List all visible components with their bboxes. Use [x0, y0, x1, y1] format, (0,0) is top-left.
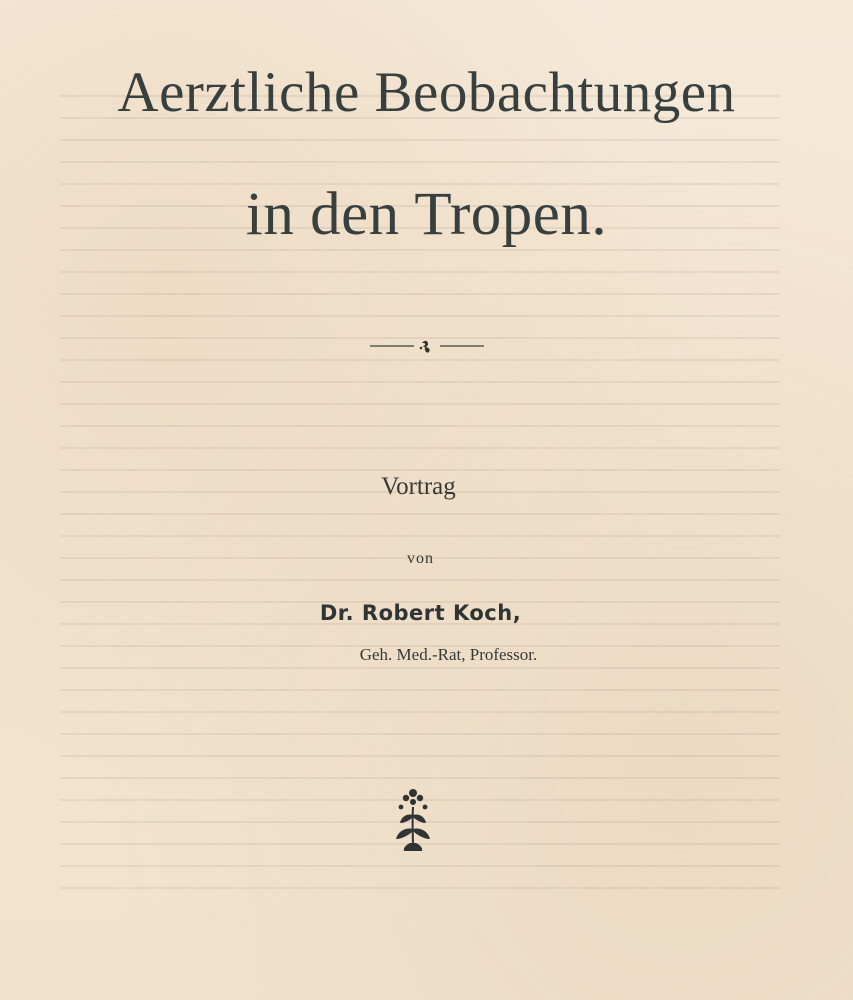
author-name: Dr. Robert Koch, — [319, 601, 522, 625]
flower-icon — [388, 785, 438, 853]
by-line: von — [407, 550, 434, 567]
title-line-2: in den Tropen. — [245, 181, 608, 248]
subtitle: Vortrag — [381, 473, 456, 500]
title-line-1: Aerztliche Beobachtungen — [117, 61, 736, 124]
fleuron-icon — [0, 338, 853, 358]
author-title: Geh. Med.-Rat, Professor. — [359, 645, 538, 664]
